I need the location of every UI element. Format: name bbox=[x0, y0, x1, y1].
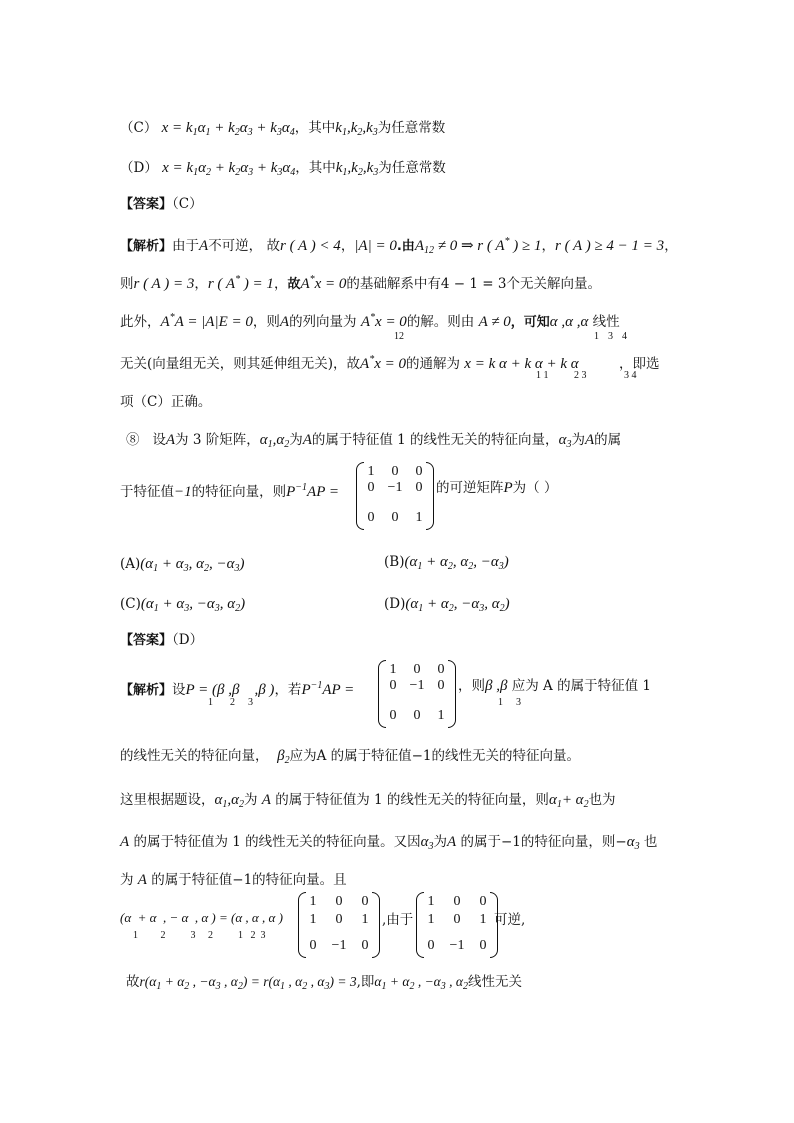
answer-2-value: （D） bbox=[172, 632, 204, 648]
exp2-beta2: $\beta_2$ bbox=[277, 748, 290, 766]
exp1-sol-sub-a: 1 1 bbox=[536, 370, 549, 381]
exp1-sub-1: 1 bbox=[594, 331, 599, 342]
option-8-b-label: (B) bbox=[384, 554, 405, 570]
question-8-number: ⑧ bbox=[126, 432, 140, 448]
option-8-d-label: (D) bbox=[384, 596, 406, 612]
exp2-t10: 也为 bbox=[588, 792, 616, 808]
exp2-matrix-cell: 0 bbox=[437, 662, 445, 677]
exp2-t1: 设 bbox=[172, 682, 186, 698]
option-c-ks-text: 为任意常数 bbox=[377, 120, 446, 136]
explanation-2-line-6 bbox=[120, 908, 283, 928]
exp1-sub-3: 3 bbox=[608, 331, 613, 342]
exp2-matrix-cell: 1 bbox=[389, 662, 397, 677]
option-c-label: （C） bbox=[120, 120, 158, 136]
exp1-sol-sub-c: 3 4 bbox=[624, 370, 637, 381]
explanation-2-line-1 bbox=[120, 676, 354, 701]
q8-matrix-cell: 0 bbox=[415, 464, 423, 479]
exp2-t11: 的属于特征值为 1 的线性无关的特征向量。又因 bbox=[133, 834, 421, 850]
option-d-ks-text: 为任意常数 bbox=[378, 160, 446, 176]
explanation-2-line-6-mid bbox=[382, 910, 413, 930]
exp1-t3: 故 bbox=[266, 238, 280, 254]
option-8-d-formula: ($\alpha_1 + \alpha_2$, $-\alpha_3$, $\alpha_2$) bbox=[405, 596, 510, 614]
exp2-matrix-cell: 0 bbox=[413, 708, 421, 723]
exp1-t10: ，可知 bbox=[510, 315, 550, 330]
exp2-matrix-2-cell: 1 bbox=[361, 912, 369, 927]
option-8-c-formula: ($\alpha_1 + \alpha_3$, $-\alpha_3$, $\alpha_2$) bbox=[140, 596, 246, 614]
exp1-sub-4: 4 bbox=[622, 331, 627, 342]
exp2-matrix-2-cell: 0 bbox=[309, 938, 317, 953]
q8-matrix-cell: −1 bbox=[387, 480, 403, 495]
explanation-2-line-1-tail bbox=[458, 676, 651, 696]
exp1-sol-sub-b: 2 3 bbox=[574, 370, 587, 381]
exp1-det: |A| = 0 bbox=[354, 238, 397, 254]
exp2-matrix bbox=[378, 660, 456, 728]
exp1-then: 则 bbox=[120, 276, 134, 292]
exp2-t12: 为 bbox=[433, 834, 448, 850]
q8-t8: 的特征向量，则 bbox=[191, 484, 287, 500]
exp1-astar-a: A*A = |A|E = 0 bbox=[160, 312, 253, 330]
q8-t10: 为（ ） bbox=[512, 480, 558, 496]
exp2-t17: ,由于 bbox=[382, 912, 414, 928]
exp1-t1: 由于 bbox=[172, 238, 200, 254]
exp2-matrix-2-cell: 0 bbox=[361, 894, 369, 909]
exp1-t14: ，即选 bbox=[618, 356, 660, 372]
exp2-t4: 应为 A 的属于特征值 1 bbox=[511, 678, 651, 694]
q8-matrix-cell: 0 bbox=[391, 464, 399, 479]
option-8-a bbox=[120, 554, 245, 579]
exp2-sub-3: 3 bbox=[248, 697, 253, 708]
exp1-rank-astar: r ( A* ) = 1 bbox=[207, 274, 274, 292]
q8-matrix-cell: 0 bbox=[367, 510, 375, 525]
exp2-sub-1: 1 bbox=[208, 697, 213, 708]
exp1-t11: 线性 bbox=[592, 314, 620, 330]
exp2-alpha3b: $\alpha_3$ bbox=[626, 834, 640, 852]
exp2-beta-sub-3: 3 bbox=[516, 697, 521, 708]
exp2-t19: 故 bbox=[126, 974, 140, 990]
exp1-t2: 不可逆， bbox=[208, 238, 263, 254]
exp2-sum: $\alpha_1+ \alpha_2$ bbox=[548, 792, 589, 810]
exp1-rank-lt4: r ( A ) < 4 bbox=[279, 238, 341, 254]
exp2-t9: 的属于特征值为 1 的线性无关的特征向量，则 bbox=[275, 792, 549, 808]
option-c-formula: $x = k_1\alpha_1 + k_2\alpha_3 + k_3\alpha_4$ bbox=[161, 120, 295, 138]
q8-matrix-cell: 0 bbox=[391, 510, 399, 525]
exp2-lhs: (α + α , − α , α ) = (α , α , α ) bbox=[120, 910, 283, 925]
exp2-pap: $P^{-1}AP$ = bbox=[301, 680, 355, 698]
q8-t3: 为 bbox=[289, 432, 303, 448]
exp2-matrix-3-cell: 0 bbox=[453, 912, 461, 927]
q8-t2: 为 3 阶矩阵， bbox=[175, 432, 260, 448]
exp2-matrix-2-cell: 0 bbox=[335, 912, 343, 927]
option-8-b-formula: ($\alpha_1 + \alpha_2$, $\alpha_2$, $-\alpha_3$) bbox=[404, 554, 509, 572]
exp2-t8: 为 bbox=[244, 792, 258, 808]
exp2-matrix-3-cell: 0 bbox=[427, 938, 435, 953]
option-c-tail: ，其中 bbox=[294, 120, 336, 136]
explanation-2-line-6-tail bbox=[494, 910, 525, 930]
q8-t7: 于特征值 bbox=[120, 484, 174, 500]
explanation-1-line-3 bbox=[120, 308, 620, 333]
exp2-a2: A bbox=[120, 834, 130, 850]
exp2-t6: 应为A 的属于特征值−1的线性无关的特征向量。 bbox=[289, 748, 581, 764]
exp2-matrix-cell: 0 bbox=[437, 678, 445, 693]
exp1-t9: 的解。则由 bbox=[406, 314, 475, 330]
exp2-matrix-3-cell: 0 bbox=[453, 894, 461, 909]
option-d-ks: $k_1,k_2,k_3$ bbox=[335, 160, 379, 178]
exp2-matrix-3-cell: 0 bbox=[479, 894, 487, 909]
option-8-d bbox=[384, 594, 510, 619]
exp2-alpha3: $\alpha_3$ bbox=[420, 834, 434, 852]
exp1-t4: .由 bbox=[396, 239, 415, 254]
exp1-eq: A*x = 0 bbox=[300, 274, 347, 292]
exp2-t16: 的属于特征值−1的特征向量。且 bbox=[151, 872, 347, 888]
q8-t4: 的属于特征值 1 的线性无关的特征向量， bbox=[311, 432, 559, 448]
answer-1-bracket: 【答案】 bbox=[120, 197, 173, 212]
q8-a1: A bbox=[165, 432, 176, 448]
exp1-t8: 的列向量为 bbox=[289, 314, 357, 330]
exp2-t14: 也 bbox=[643, 834, 658, 850]
exp2-matrix-3-cell: 1 bbox=[427, 894, 435, 909]
exp1-eq2: A*x = 0 bbox=[360, 312, 407, 330]
exp2-betas: β ,β bbox=[485, 678, 508, 694]
exp1-t12: 无关(向量组无关，则其延伸组无关)，故 bbox=[120, 356, 361, 372]
exp2-alpha12: $\alpha_1,\alpha_2$ bbox=[214, 792, 244, 810]
option-d-tail: ，其中 bbox=[295, 160, 336, 176]
exp2-t7: 这里根据题设， bbox=[120, 792, 215, 808]
option-8-a-formula: ($\alpha_1 + \alpha_3$, $\alpha_2$, $-\alpha_3$) bbox=[140, 556, 245, 574]
q8-t9: 的可逆矩阵 bbox=[436, 480, 504, 496]
q8-matrix-cell: 0 bbox=[367, 480, 375, 495]
exp2-a4: A bbox=[137, 872, 147, 888]
q8-matrix-cell: 0 bbox=[415, 480, 423, 495]
explanation-2-line-7 bbox=[126, 972, 522, 997]
answer-1 bbox=[120, 194, 203, 215]
explanation-1-line-2: 则r ( A ) = 3，r ( A* ) = 1，故A*x = 0的基础解系中有4 − 1 = 3个无关解向量。 bbox=[120, 274, 601, 292]
explanation-1-tag: 【解析】 bbox=[120, 239, 173, 254]
q8-neg1: −1 bbox=[174, 484, 192, 500]
option-d bbox=[120, 158, 446, 183]
exp1-rank3: r ( A ) = 3 bbox=[133, 276, 195, 292]
exp2-matrix-3-cell: 1 bbox=[427, 912, 435, 927]
answer-1-value: （C） bbox=[172, 196, 203, 212]
exp1-alphas: α ,α ,α bbox=[549, 314, 589, 330]
q8-t5: 为 bbox=[571, 432, 585, 448]
exp2-rank-eq: $r(\alpha_1 + \alpha_2$ , $-\alpha_3$ , $\alpha_2) = r(\alpha_1$ , $\alpha_2$ , $\alpha_3) = 3$ bbox=[139, 974, 357, 992]
exp2-matrix-2-cell: 1 bbox=[309, 894, 317, 909]
exp2-matrix-cell: −1 bbox=[409, 678, 425, 693]
explanation-2-line-4 bbox=[120, 832, 657, 857]
exp2-matrix-cell: 1 bbox=[437, 708, 445, 723]
q8-alpha3: $\alpha_3$ bbox=[558, 432, 572, 450]
q8-a2: A bbox=[302, 432, 312, 448]
exp2-t20: ,即 bbox=[356, 974, 375, 990]
exp2-matrix-2-cell: 1 bbox=[309, 912, 317, 927]
exp2-a1: A bbox=[261, 792, 271, 808]
q8-matrix bbox=[356, 462, 434, 530]
exp2-matrix-3 bbox=[416, 892, 498, 958]
exp1-t6: 此外， bbox=[120, 314, 161, 330]
exp2-t15: 为 bbox=[120, 872, 134, 888]
exp2-matrix-3-cell: 1 bbox=[479, 912, 487, 927]
exp2-p-def: P = (β ,β ,β ) bbox=[185, 682, 275, 698]
explanation-1-line-5 bbox=[120, 392, 211, 412]
exp2-matrix-2-cell: −1 bbox=[331, 938, 347, 953]
exp1-t7: ，则 bbox=[252, 314, 280, 330]
exp2-matrix-2 bbox=[298, 892, 380, 958]
exp2-t5: 的线性无关的特征向量， bbox=[120, 748, 269, 764]
option-d-label: （D） bbox=[120, 160, 158, 176]
option-8-b bbox=[384, 552, 509, 577]
q8-p: P bbox=[503, 480, 513, 496]
q8-a3: A bbox=[584, 432, 595, 448]
exp2-t13: 的属于−1的特征向量，则− bbox=[460, 834, 627, 850]
exp2-t21: 线性无关 bbox=[467, 974, 522, 990]
option-8-c bbox=[120, 594, 245, 619]
exp2-matrix-cell: 0 bbox=[389, 708, 397, 723]
exp1-solution: x = k α + k α + k α bbox=[464, 356, 579, 372]
option-d-formula: $x = k_1\alpha_2 + k_2\alpha_3 + k_3\alpha_4$ bbox=[162, 160, 296, 178]
exp1-t13: 的通解为 bbox=[406, 356, 460, 372]
exp1-a12ne0: A ≠ 0 bbox=[478, 314, 511, 330]
explanation-2-line-2 bbox=[120, 746, 580, 771]
question-8-line-2-tail bbox=[436, 478, 557, 498]
question-8-line-1 bbox=[126, 430, 621, 455]
q8-pap: $P^{-1}AP$ = bbox=[286, 482, 339, 500]
exp2-beta-sub-1: 1 bbox=[498, 697, 503, 708]
option-c-ks: $k_1,k_2,k_3$ bbox=[335, 120, 378, 138]
exp2-matrix-cell: 0 bbox=[389, 678, 397, 693]
explanation-2-line-3 bbox=[120, 790, 616, 815]
option-8-a-label: (A) bbox=[120, 556, 141, 572]
exp1-sub-12: 12 bbox=[394, 331, 404, 342]
exp2-matrix-2-cell: 0 bbox=[361, 938, 369, 953]
q8-matrix-cell: 1 bbox=[367, 464, 375, 479]
exp1-t15: 项（C）正确。 bbox=[120, 394, 212, 410]
exp1-rank-ge3: r ( A ) ≥ 4 − 1 = 3 bbox=[555, 238, 665, 254]
exp2-vecs: $\alpha_1 + \alpha_2$ , $-\alpha_3$ , $\alpha_2$ bbox=[374, 974, 468, 992]
answer-2 bbox=[120, 630, 203, 651]
exp1-a2: A bbox=[279, 314, 290, 330]
exp1-gu: 故 bbox=[287, 277, 301, 292]
exp2-t3: ，则 bbox=[458, 678, 485, 694]
exp2-t2: ，若 bbox=[274, 682, 302, 698]
q8-matrix-cell: 1 bbox=[415, 510, 423, 525]
exp2-matrix-cell: 0 bbox=[413, 662, 421, 677]
exp1-eq3: A*x = 0 bbox=[360, 354, 406, 372]
option-8-c-label: (C) bbox=[120, 596, 141, 612]
answer-2-bracket: 【答案】 bbox=[120, 633, 173, 648]
exp1-t5: 的基础解系中有4 − 1 = 3个无关解向量。 bbox=[346, 276, 601, 292]
exp2-lhs-sub: 1 2 3 2 1 2 3 bbox=[133, 930, 266, 941]
q8-alpha12: $\alpha_1,\alpha_2$ bbox=[259, 432, 290, 450]
explanation-1-line-1: 【解析】由于A不可逆， 故r ( A ) < 4，|A| = 0.由$A_{12} \ne 0$ ⇒ r ( A* ) ≥ 1，r ( A ) ≥ 4 − 1 = 3， bbox=[120, 236, 678, 256]
exp2-matrix-2-cell: 0 bbox=[335, 894, 343, 909]
explanation-2-line-5 bbox=[120, 870, 347, 890]
exp1-a: A bbox=[199, 238, 209, 254]
exp2-a3: A bbox=[447, 834, 457, 850]
option-c bbox=[120, 118, 445, 143]
exp2-sub-2: 2 bbox=[230, 697, 235, 708]
exp2-matrix-3-cell: −1 bbox=[449, 938, 465, 953]
explanation-2-tag: 【解析】 bbox=[120, 683, 173, 698]
q8-t1: 设 bbox=[152, 432, 166, 448]
exp2-t18: 可逆, bbox=[494, 912, 526, 928]
question-8-line-2 bbox=[120, 478, 339, 502]
q8-t6: 的属 bbox=[594, 432, 622, 448]
exp2-matrix-3-cell: 0 bbox=[479, 938, 487, 953]
exp1-a12: $A_{12} \ne 0$ ⇒ r ( A* ) ≥ 1 bbox=[414, 236, 542, 256]
